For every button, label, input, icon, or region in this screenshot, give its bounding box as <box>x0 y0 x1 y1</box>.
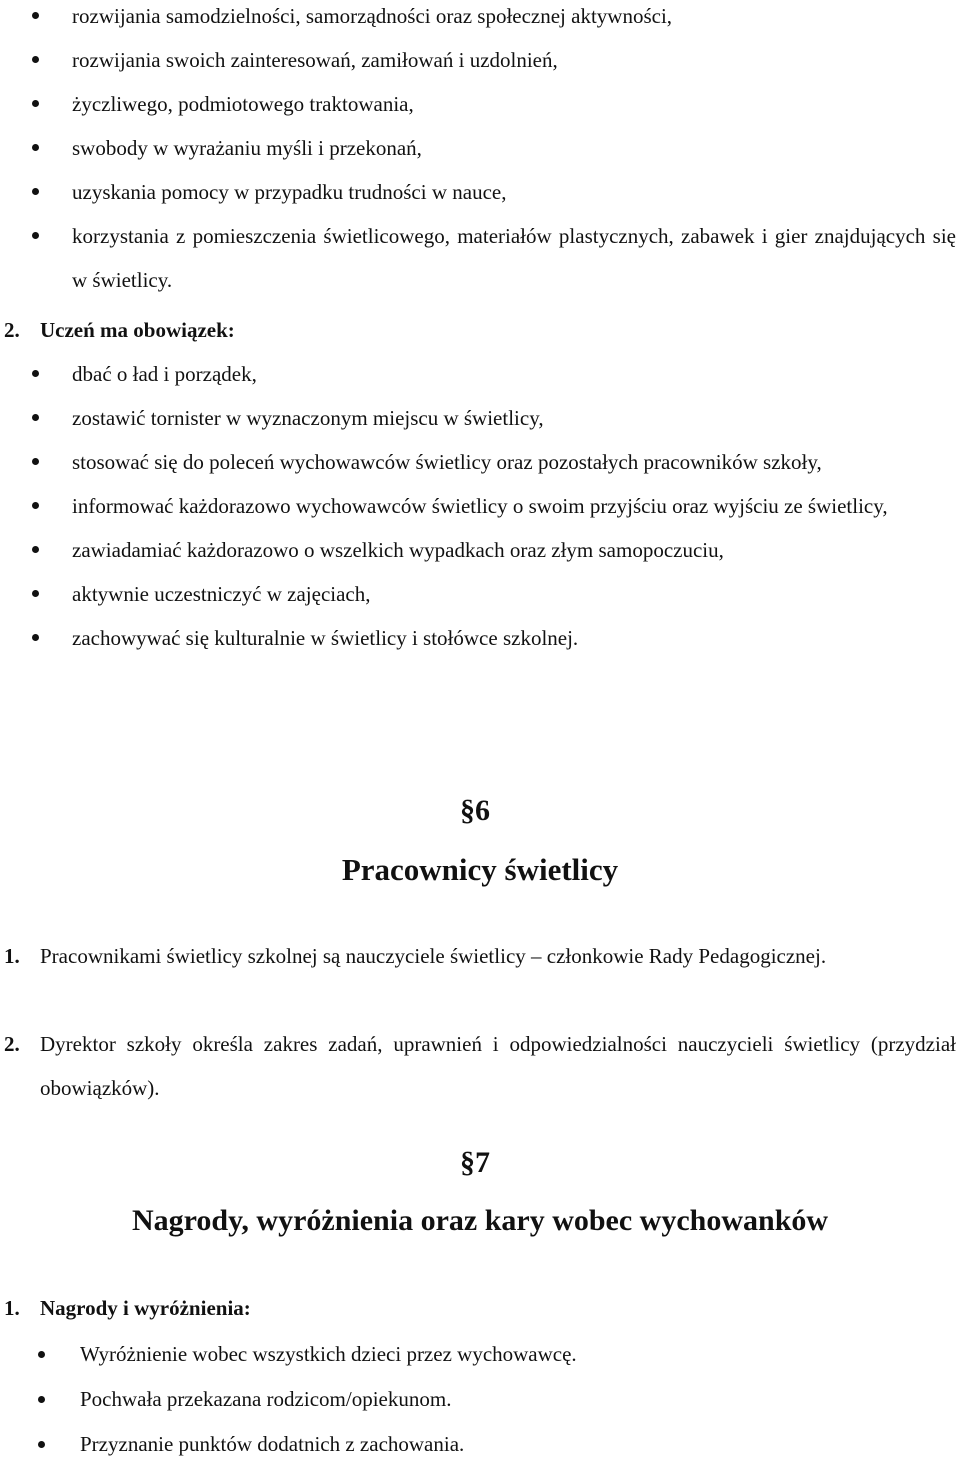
rights-list <box>0 0 960 302</box>
awards-number: 1. <box>4 1296 20 1320</box>
paragraph-6-symbol: §6 <box>460 794 490 827</box>
obligations-heading <box>0 308 960 352</box>
list-item: rozwijania samodzielności, samorządności oraz społecznej aktywności, <box>0 0 960 38</box>
list-item: stosować się do poleceń wychowawców świetlicy oraz pozostałych pracowników szkoły, <box>0 440 960 484</box>
list-item: Pochwała przekazana rodzicom/opiekunom. <box>0 1377 960 1422</box>
list-item: korzystania z pomieszczenia świetlicowego, materiałów plastycznych, zabawek i gier znajdujących się w świetlicy. <box>0 214 960 302</box>
point-number: 2. <box>4 1032 20 1056</box>
list-item: informować każdorazowo wychowawców świetlicy o swoim przyjściu oraz wyjściu ze świetlicy, <box>0 484 960 528</box>
point-text: Pracownikami świetlicy szkolnej są nauczyciele świetlicy – członkowie Rady Pedagogicznej. <box>40 944 827 968</box>
paragraph-6-point-1 <box>4 934 956 978</box>
list-item: rozwijania swoich zainteresowań, zamiłowań i uzdolnień, <box>0 38 960 82</box>
list-item: zawiadamiać każdorazowo o wszelkich wypadkach oraz złym samopoczuciu, <box>0 528 960 572</box>
obligations-title: Uczeń ma obowiązek: <box>40 318 235 342</box>
point-number: 1. <box>4 944 20 968</box>
list-item: Wyróżnienie wobec wszystkich dzieci przez wychowawcę. <box>0 1332 960 1377</box>
list-item: dbać o ład i porządek, <box>0 352 960 396</box>
list-item: aktywnie uczestniczyć w zajęciach, <box>0 572 960 616</box>
awards-list <box>0 1332 960 1467</box>
paragraph-6-point-2 <box>4 1022 956 1110</box>
list-item: zostawić tornister w wyznaczonym miejscu w świetlicy, <box>0 396 960 440</box>
list-item: swobody w wyrażaniu myśli i przekonań, <box>0 126 960 170</box>
list-item: Przyznanie punktów dodatnich z zachowania. <box>0 1422 960 1467</box>
point-text: Dyrektor szkoły określa zakres zadań, uprawnień i odpowiedzialności nauczycieli świetlicy (przydział obowiązków). <box>40 1032 956 1100</box>
list-item: uzyskania pomocy w przypadku trudności w nauce, <box>0 170 960 214</box>
list-item: zachowywać się kulturalnie w świetlicy i stołówce szkolnej. <box>0 616 960 660</box>
obligations-number: 2. <box>4 318 20 342</box>
obligations-list <box>0 352 960 660</box>
list-item: życzliwego, podmiotowego traktowania, <box>0 82 960 126</box>
paragraph-7-symbol: §7 <box>460 1146 490 1179</box>
paragraph-6-title: Pracownicy świetlicy <box>341 852 619 887</box>
awards-heading <box>0 1286 960 1330</box>
paragraph-7-title: Nagrody, wyróżnienia oraz kary wobec wychowanków <box>131 1204 829 1237</box>
awards-title: Nagrody i wyróżnienia: <box>40 1296 251 1320</box>
